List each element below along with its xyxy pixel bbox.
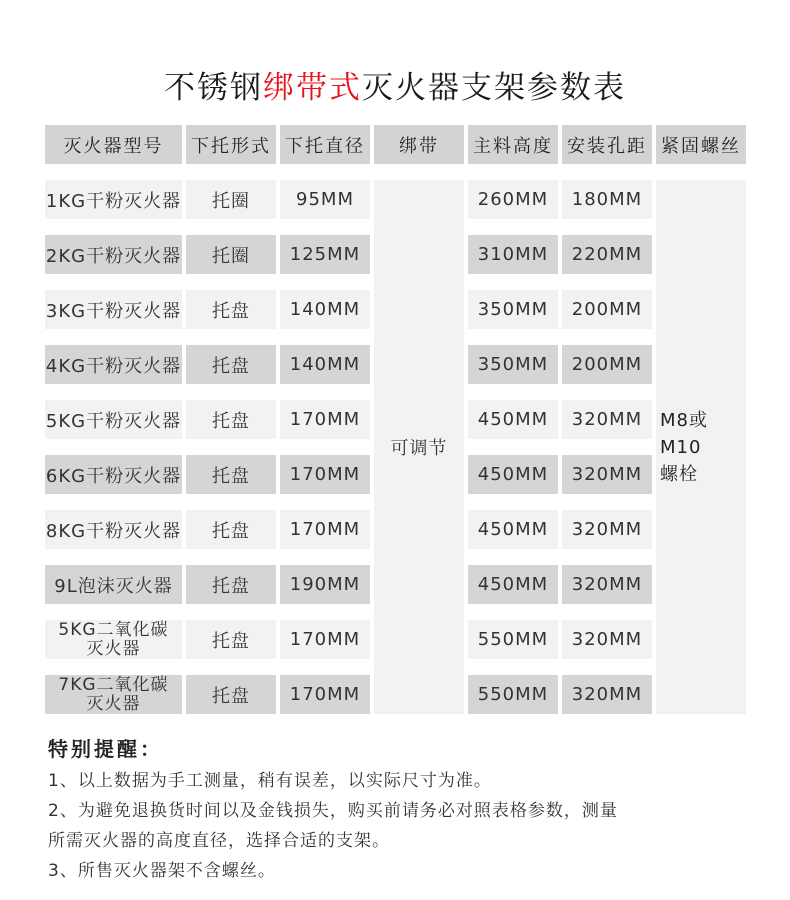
row5-type: 托盘 bbox=[186, 400, 276, 439]
row10-diameter: 170MM bbox=[280, 675, 370, 714]
title-part2: 灭火器支架参数表 bbox=[362, 70, 626, 106]
bolt-line2: 螺栓 bbox=[660, 463, 698, 485]
row8-spacing: 320MM bbox=[562, 565, 652, 604]
row2-spacing: 220MM bbox=[562, 235, 652, 274]
row3-type: 托盘 bbox=[186, 290, 276, 329]
row10-height: 550MM bbox=[468, 675, 558, 714]
row6-model: 6KG干粉灭火器 bbox=[45, 455, 182, 494]
row7-model: 8KG干粉灭火器 bbox=[45, 510, 182, 549]
row8-type: 托盘 bbox=[186, 565, 276, 604]
row2-model: 2KG干粉灭火器 bbox=[45, 235, 182, 274]
row7-height: 450MM bbox=[468, 510, 558, 549]
row4-spacing: 200MM bbox=[562, 345, 652, 384]
row4-type: 托盘 bbox=[186, 345, 276, 384]
header-support-diameter: 下托直径 bbox=[280, 125, 370, 164]
row3-diameter: 140MM bbox=[280, 290, 370, 329]
note-line-2b: 所需灭火器的高度直径，选择合适的支架。 bbox=[48, 831, 390, 851]
strap-merged-cell: 可调节 bbox=[374, 180, 464, 714]
row9-height: 550MM bbox=[468, 620, 558, 659]
row1-spacing: 180MM bbox=[562, 180, 652, 219]
row6-height: 450MM bbox=[468, 455, 558, 494]
row9-model bbox=[45, 620, 182, 659]
row10-model bbox=[45, 675, 182, 714]
row10-spacing: 320MM bbox=[562, 675, 652, 714]
row9-spacing: 320MM bbox=[562, 620, 652, 659]
row1-type: 托圈 bbox=[186, 180, 276, 219]
row1-model: 1KG干粉灭火器 bbox=[45, 180, 182, 219]
row3-height: 350MM bbox=[468, 290, 558, 329]
row2-height: 310MM bbox=[468, 235, 558, 274]
row2-type: 托圈 bbox=[186, 235, 276, 274]
header-main-height: 主料高度 bbox=[468, 125, 558, 164]
row9-type: 托盘 bbox=[186, 620, 276, 659]
row2-diameter: 125MM bbox=[280, 235, 370, 274]
row6-diameter: 170MM bbox=[280, 455, 370, 494]
row6-spacing: 320MM bbox=[562, 455, 652, 494]
row5-height: 450MM bbox=[468, 400, 558, 439]
row9-diameter: 170MM bbox=[280, 620, 370, 659]
title-part1: 不锈钢 bbox=[164, 70, 263, 106]
bolt-merged-cell bbox=[656, 180, 746, 714]
row10-model-line2: 灭火器 bbox=[86, 693, 141, 714]
row3-model: 3KG干粉灭火器 bbox=[45, 290, 182, 329]
row10-model-line1: 7KG二氧化碳 bbox=[58, 674, 169, 695]
note-line-1: 1、以上数据为手工测量，稍有误差，以实际尺寸为准。 bbox=[48, 771, 492, 791]
bolt-line1: M8或M10 bbox=[660, 409, 708, 458]
row5-model: 5KG干粉灭火器 bbox=[45, 400, 182, 439]
row9-model-line1: 5KG二氧化碳 bbox=[58, 619, 169, 640]
row5-diameter: 170MM bbox=[280, 400, 370, 439]
row5-spacing: 320MM bbox=[562, 400, 652, 439]
row10-type: 托盘 bbox=[186, 675, 276, 714]
row7-spacing: 320MM bbox=[562, 510, 652, 549]
header-bolt: 紧固螺丝 bbox=[656, 125, 746, 164]
note-line-2a: 2、为避免退换货时间以及金钱损失，购买前请务必对照表格参数，测量 bbox=[48, 801, 618, 821]
page-title bbox=[0, 62, 790, 107]
header-model: 灭火器型号 bbox=[45, 125, 182, 164]
row8-model: 9L泡沫灭火器 bbox=[45, 565, 182, 604]
row7-type: 托盘 bbox=[186, 510, 276, 549]
header-hole-spacing: 安装孔距 bbox=[562, 125, 652, 164]
row6-type: 托盘 bbox=[186, 455, 276, 494]
row1-diameter: 95MM bbox=[280, 180, 370, 219]
note-line-3: 3、所售灭火器架不含螺丝。 bbox=[48, 861, 276, 881]
row3-spacing: 200MM bbox=[562, 290, 652, 329]
row7-diameter: 170MM bbox=[280, 510, 370, 549]
row8-diameter: 190MM bbox=[280, 565, 370, 604]
row4-diameter: 140MM bbox=[280, 345, 370, 384]
row9-model-line2: 灭火器 bbox=[86, 638, 141, 659]
notes-section bbox=[48, 733, 748, 886]
row1-height: 260MM bbox=[468, 180, 558, 219]
row4-height: 350MM bbox=[468, 345, 558, 384]
header-support-type: 下托形式 bbox=[186, 125, 276, 164]
row8-height: 450MM bbox=[468, 565, 558, 604]
notes-title: 特别提醒： bbox=[48, 737, 163, 761]
header-strap: 绑带 bbox=[374, 125, 464, 164]
row4-model: 4KG干粉灭火器 bbox=[45, 345, 182, 384]
title-highlight: 绑带式 bbox=[263, 70, 362, 106]
